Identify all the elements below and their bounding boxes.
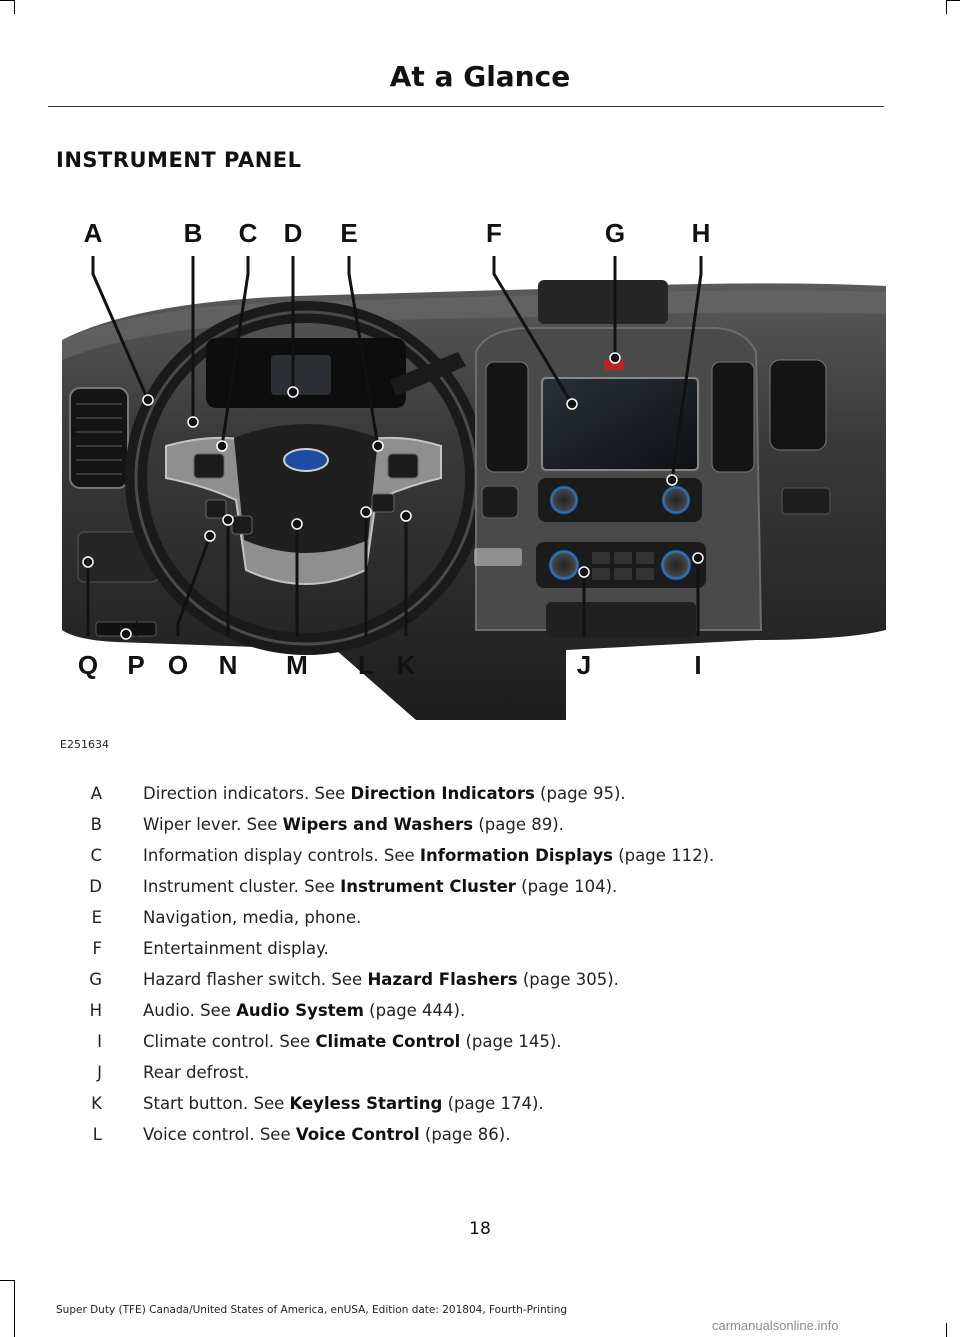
page-reference: (page 86). — [419, 1125, 511, 1144]
crop-mark — [0, 0, 14, 1]
legend-text: Instrument cluster. See — [143, 877, 341, 896]
steering-wheel-hub — [234, 424, 378, 553]
legend-description — [143, 1125, 510, 1144]
audio-volume-knob — [549, 485, 579, 515]
legend-row — [56, 815, 896, 846]
page-reference: (page 444). — [363, 1001, 466, 1020]
callout-label: I — [694, 650, 702, 680]
legend-letter: A — [90, 784, 102, 803]
callout-label: P — [127, 650, 145, 680]
callout-label: A — [83, 218, 103, 248]
legend-row — [56, 1094, 896, 1125]
crop-mark — [946, 1323, 947, 1337]
crop-mark — [0, 1280, 14, 1281]
legend-row — [56, 908, 896, 939]
cross-reference-link[interactable]: Direction Indicators — [350, 784, 535, 803]
legend-row — [56, 1001, 896, 1032]
legend-text: Audio. See — [143, 1001, 237, 1020]
crop-mark — [14, 1280, 15, 1337]
legend-letter: K — [91, 1094, 102, 1113]
callout-labels-top — [84, 218, 711, 248]
cross-reference-link[interactable]: Audio System — [236, 1001, 364, 1020]
legend-row — [56, 846, 896, 877]
legend-row — [56, 877, 896, 908]
cross-reference-link[interactable]: Keyless Starting — [289, 1094, 443, 1113]
right-air-vent — [770, 360, 826, 450]
cross-reference-link[interactable]: Instrument Cluster — [340, 877, 516, 896]
callout-legend — [56, 784, 896, 1156]
legend-letter: C — [90, 846, 102, 865]
legend-letter: E — [91, 908, 102, 927]
callout-label: B — [183, 218, 203, 248]
legend-text: Climate control. See — [143, 1032, 316, 1051]
page-number: 18 — [469, 1219, 491, 1239]
callout-label: E — [340, 218, 358, 248]
edition-footer: Super Duty (TFE) Canada/United States of America, enUSA, Edition date: 201804, Fourth-Printing — [56, 1304, 568, 1316]
page-reference: (page 112). — [612, 846, 715, 865]
legend-description — [143, 1094, 544, 1113]
legend-description — [143, 784, 626, 803]
callout-label: D — [283, 218, 303, 248]
callout-label: N — [218, 650, 238, 680]
instrument-panel-figure — [56, 210, 896, 720]
legend-letter: L — [92, 1125, 102, 1144]
callout-label: Q — [77, 650, 99, 680]
legend-letter: G — [89, 970, 102, 989]
page-reference: (page 95). — [534, 784, 626, 803]
legend-letter: J — [97, 1063, 102, 1082]
legend-description — [143, 815, 564, 834]
callout-label: O — [167, 650, 189, 680]
legend-row — [56, 1063, 896, 1094]
legend-row — [56, 1032, 896, 1063]
legend-description — [143, 1063, 249, 1082]
callout-label: C — [238, 218, 258, 248]
callout-label: F — [486, 218, 502, 248]
legend-row — [56, 1125, 896, 1156]
legend-letter: H — [89, 1001, 102, 1020]
watermark: carmanualsonline.info — [712, 1318, 839, 1333]
legend-description — [143, 1032, 562, 1051]
legend-letter: B — [90, 815, 102, 834]
figure-id: E251634 — [60, 738, 109, 751]
ford-logo — [284, 449, 328, 471]
callout-label: J — [576, 650, 592, 680]
legend-text: Information display controls. See — [143, 846, 420, 865]
legend-text: Entertainment display. — [143, 939, 329, 958]
callout-label: H — [691, 218, 711, 248]
audio-tune-knob — [661, 485, 691, 515]
cross-reference-link[interactable]: Wipers and Washers — [282, 815, 474, 834]
page-reference: (page 174). — [442, 1094, 544, 1113]
legend-row — [56, 970, 896, 1001]
cross-reference-link[interactable]: Voice Control — [295, 1125, 420, 1144]
legend-text: Wiper lever. See — [143, 815, 283, 834]
center-right-vent — [712, 362, 754, 472]
crop-mark — [14, 0, 15, 14]
legend-letter: D — [89, 877, 102, 896]
legend-text: Voice control. See — [143, 1125, 296, 1144]
legend-text: Start button. See — [143, 1094, 290, 1113]
legend-description — [143, 939, 329, 958]
section-title: INSTRUMENT PANEL — [56, 148, 302, 172]
legend-letter: I — [97, 1032, 102, 1051]
page-reference: (page 104). — [515, 877, 618, 896]
page-reference: (page 89). — [473, 815, 564, 834]
legend-description — [143, 846, 714, 865]
climate-left-knob — [548, 549, 580, 581]
page-reference: (page 145). — [460, 1032, 562, 1051]
cross-reference-link[interactable]: Climate Control — [315, 1032, 461, 1051]
center-left-vent — [486, 362, 528, 472]
legend-text: Rear defrost. — [143, 1063, 250, 1082]
legend-description — [143, 908, 361, 927]
climate-right-knob — [660, 549, 692, 581]
lower-console-bin — [546, 602, 696, 638]
legend-text: Hazard flasher switch. See — [143, 970, 368, 989]
legend-row — [56, 939, 896, 970]
legend-description — [143, 970, 619, 989]
legend-text: Direction indicators. See — [143, 784, 351, 803]
callout-label: K — [396, 650, 416, 680]
crop-mark — [946, 0, 947, 14]
legend-description — [143, 1001, 465, 1020]
header-divider — [48, 106, 884, 107]
upper-storage-bin — [538, 280, 668, 324]
cross-reference-link[interactable]: Hazard Flashers — [367, 970, 518, 989]
crop-mark — [946, 0, 960, 1]
callout-label: M — [286, 650, 308, 680]
legend-letter: F — [92, 939, 102, 958]
page-reference: (page 305). — [517, 970, 619, 989]
legend-text: Navigation, media, phone. — [143, 908, 362, 927]
cross-reference-link[interactable]: Information Displays — [419, 846, 613, 865]
legend-row — [56, 784, 896, 815]
callout-label: G — [604, 218, 626, 248]
legend-description — [143, 877, 617, 896]
page-header-title: At a Glance — [389, 60, 571, 93]
callout-label: L — [358, 650, 374, 680]
